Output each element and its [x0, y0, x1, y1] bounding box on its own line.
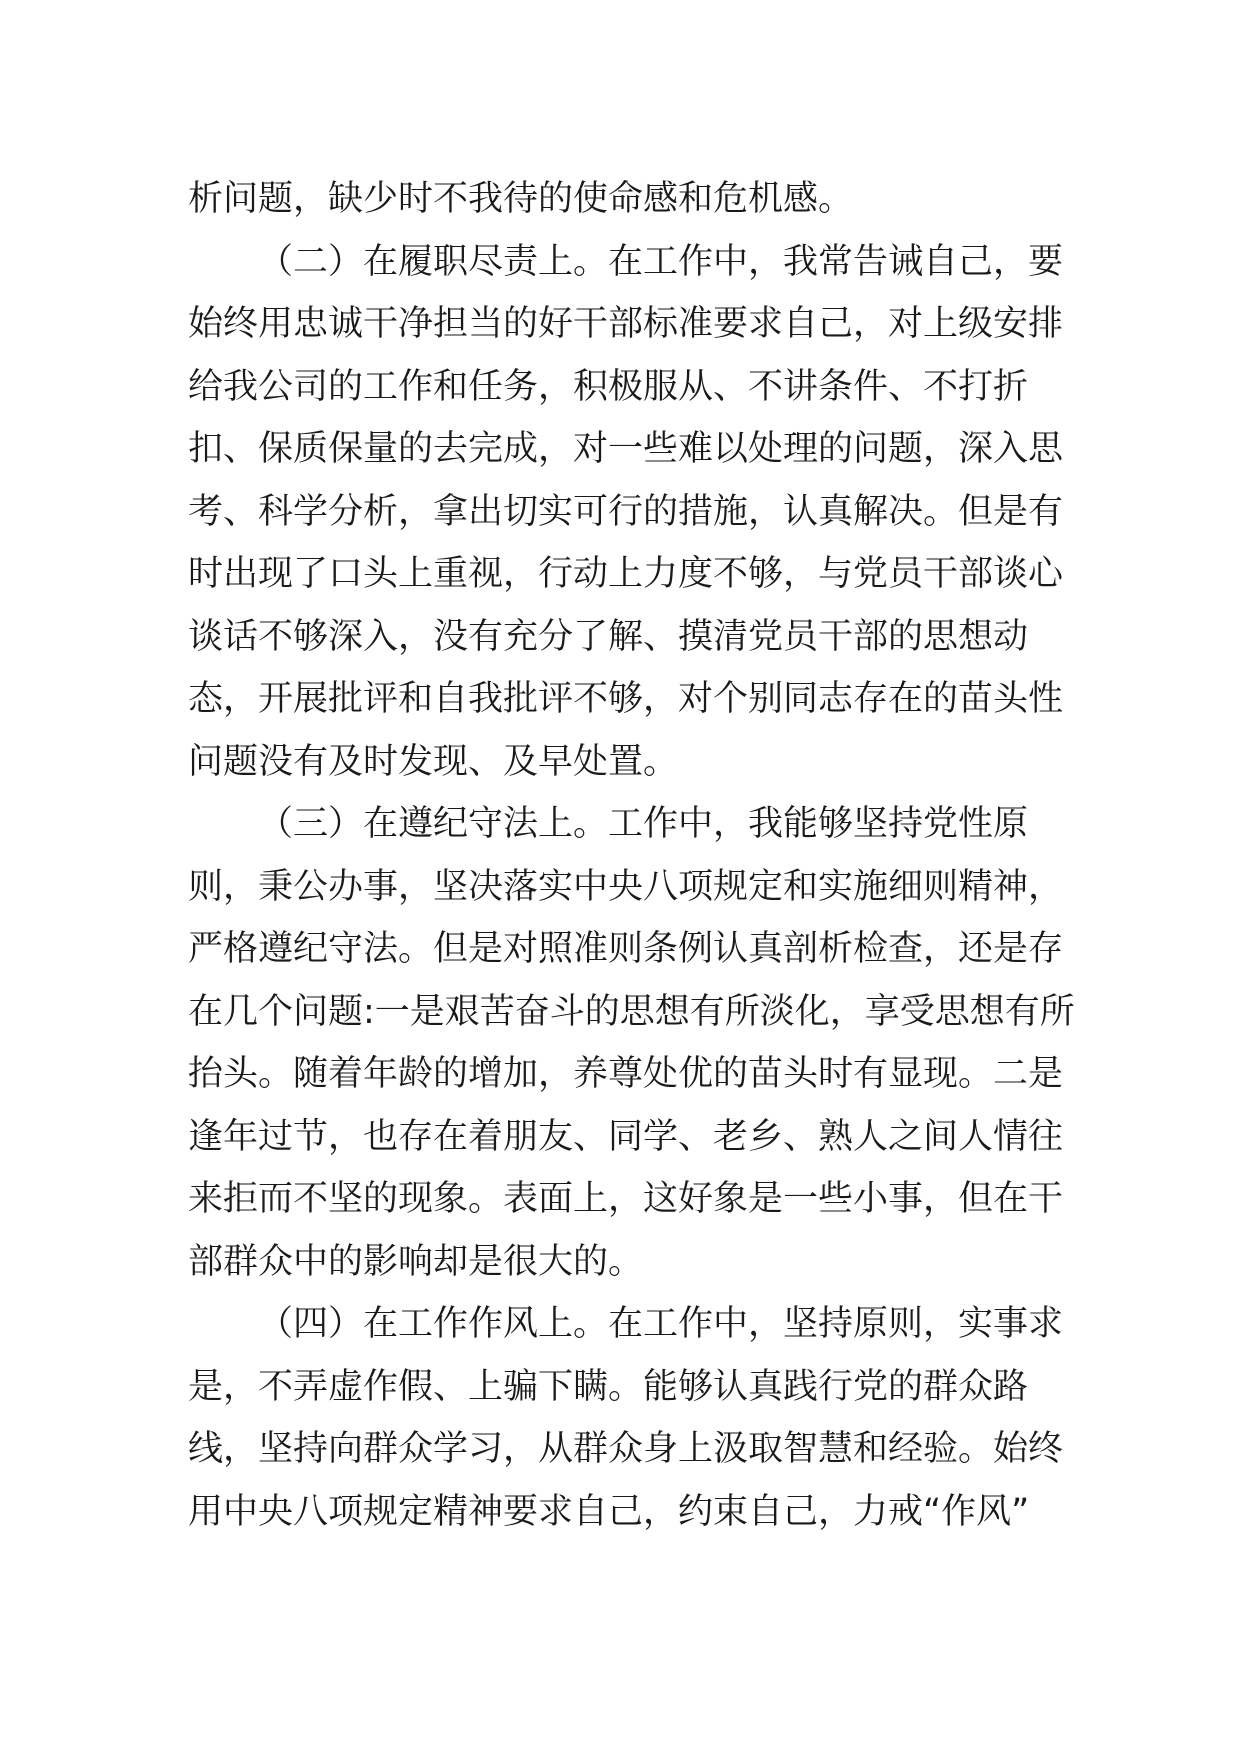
text-line: 则，秉公办事，坚决落实中央八项规定和实施细则精神， — [188, 866, 1064, 907]
text-line-section-3-start: （三）在遵纪守法上。工作中，我能够坚持党性原 — [258, 804, 1029, 844]
text-line: 析问题，缺少时不我待的使命感和危机感。 — [188, 179, 854, 219]
text-line: 谈话不够深入，没有充分了解、摸清党员干部的思想动 — [188, 616, 1029, 657]
text-line: 态，开展批评和自我批评不够，对个别同志存在的苗头性 — [188, 679, 1064, 719]
text-line: 考、科学分析，拿出切实可行的措施，认真解决。但是有 — [188, 491, 1064, 532]
text-line: 抬头。随着年龄的增加，养尊处优的苗头时有显现。二是 — [188, 1054, 1064, 1094]
text-line: 来拒而不坚的现象。表面上，这好象是一些小事，但在干 — [188, 1179, 1064, 1219]
text-line: 用中央八项规定精神要求自己，约束自己，力戒“作风” — [188, 1491, 1030, 1532]
body-text — [188, 168, 1075, 1543]
text-line: 扣、保质保量的去完成，对一些难以处理的问题，深入思 — [188, 429, 1064, 469]
text-line: 时出现了口头上重视，行动上力度不够，与党员干部谈心 — [188, 554, 1064, 594]
text-line: 严格遵纪守法。但是对照准则条例认真剖析检查，还是存 — [188, 929, 1064, 969]
text-line: 是，不弄虚作假、上骗下瞒。能够认真践行党的群众路 — [188, 1366, 1029, 1407]
text-line: 部群众中的影响却是很大的。 — [188, 1241, 644, 1282]
text-line: 始终用忠诚干净担当的好干部标准要求自己，对上级安排 — [188, 304, 1064, 344]
text-line: 在几个问题:一是艰苦奋斗的思想有所淡化，享受思想有所 — [188, 991, 1075, 1032]
text-line: 线，坚持向群众学习，从群众身上汲取智慧和经验。始终 — [188, 1429, 1064, 1469]
text-line-section-4-start: （四）在工作作风上。在工作中，坚持原则，实事求 — [258, 1304, 1064, 1344]
text-line: 给我公司的工作和任务，积极服从、不讲条件、不打折 — [188, 366, 1029, 407]
text-line: 问题没有及时发现、及早处置。 — [188, 741, 679, 782]
text-line-section-2-start: （二）在履职尽责上。在工作中，我常告诫自己，要 — [258, 241, 1064, 282]
text-line: 逢年过节，也存在着朋友、同学、老乡、熟人之间人情往 — [188, 1116, 1064, 1157]
